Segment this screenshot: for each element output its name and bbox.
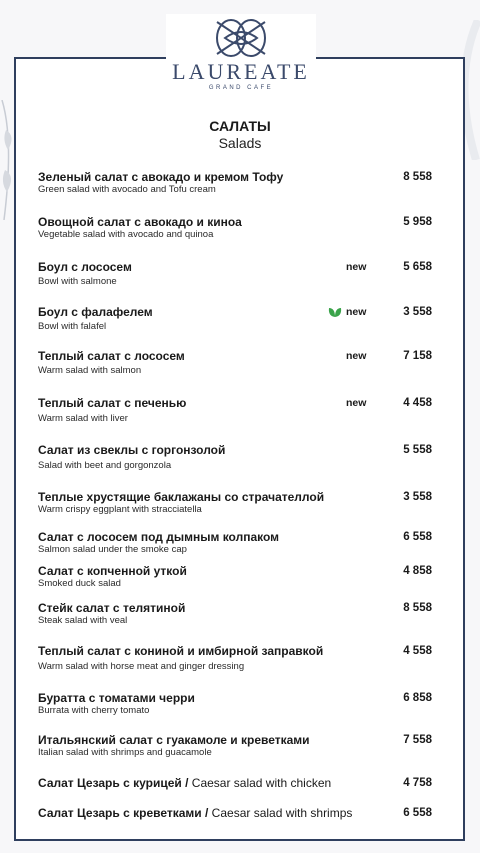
item-price: 8 558 xyxy=(403,171,432,183)
logo-mark-icon xyxy=(209,18,273,58)
item-name: Теплый салат с лососем xyxy=(38,349,185,363)
menu-item xyxy=(38,806,438,820)
item-name-en: Caesar salad with shrimps xyxy=(208,806,353,820)
item-description: Bowl with falafel xyxy=(38,321,107,332)
menu-item xyxy=(38,490,438,516)
item-description: Bowl with salmone xyxy=(38,276,117,287)
logo xyxy=(166,14,316,102)
item-price: 8 558 xyxy=(403,602,432,614)
item-price: 4 858 xyxy=(403,565,432,577)
vegan-leaf-icon xyxy=(328,306,342,318)
item-name-en: Caesar salad with chicken xyxy=(188,776,332,790)
item-price: 5 558 xyxy=(403,444,432,456)
menu-item xyxy=(38,396,438,425)
item-price: 7 558 xyxy=(403,734,432,746)
item-description: Warm crispy eggplant with stracciatella xyxy=(38,504,202,515)
menu-item xyxy=(38,644,438,673)
new-badge: new xyxy=(346,397,367,409)
menu-item xyxy=(38,443,438,472)
item-name: Итальянский салат с гуакамоле и креветками xyxy=(38,733,310,747)
item-name: Зеленый салат с авокадо и кремом Тофу xyxy=(38,170,284,184)
item-name: Салат с лососем под дымным колпаком xyxy=(38,530,280,544)
item-name: Салат из свеклы с горгонзолой xyxy=(38,443,226,457)
menu-item xyxy=(38,305,438,333)
item-name xyxy=(38,806,438,820)
item-price: 6 558 xyxy=(403,531,432,543)
new-badge: new xyxy=(346,350,367,362)
item-price: 6 558 xyxy=(403,807,432,819)
menu-item xyxy=(38,691,438,717)
item-price: 3 558 xyxy=(403,306,432,318)
item-price: 3 558 xyxy=(403,491,432,503)
item-name xyxy=(38,776,438,790)
menu-item xyxy=(38,530,438,556)
item-description: Warm salad with salmon xyxy=(38,365,142,376)
menu-item xyxy=(38,260,438,288)
item-description: Salmon salad under the smoke cap xyxy=(38,544,187,555)
item-name: Теплый салат с кониной и имбирной заправкой xyxy=(38,644,324,658)
menu-item xyxy=(38,564,438,590)
menu-item xyxy=(38,601,438,627)
item-description: Vegetable salad with avocado and quinoa xyxy=(38,229,214,240)
item-description: Warm salad with liver xyxy=(38,413,128,424)
item-name: Буратта с томатами черри xyxy=(38,691,195,705)
item-price: 4 558 xyxy=(403,645,432,657)
item-name-ru: Салат Цезарь с креветками / xyxy=(38,806,209,820)
item-name: Теплые хрустящие баклажаны со страчателлой xyxy=(38,490,325,504)
menu-item xyxy=(38,733,438,759)
item-price: 6 858 xyxy=(403,692,432,704)
item-price: 5 658 xyxy=(403,261,432,273)
item-description: Burrata with cherry tomato xyxy=(38,705,150,716)
brand-name: LAUREATE xyxy=(172,59,310,84)
item-description: Warm salad with horse meat and ginger dressing xyxy=(38,661,245,672)
section-title-ru: САЛАТЫ xyxy=(209,118,271,134)
item-name: Теплый салат с печенью xyxy=(38,396,187,410)
item-description: Salad with beet and gorgonzola xyxy=(38,460,172,471)
menu-item xyxy=(38,170,438,196)
item-price: 4 758 xyxy=(403,777,432,789)
item-name: Овощной салат с авокадо и киноа xyxy=(38,215,242,229)
item-name: Стейк салат с телятиной xyxy=(38,601,186,615)
section-title xyxy=(0,118,480,152)
item-description: Smoked duck salad xyxy=(38,578,121,589)
item-description: Steak salad with veal xyxy=(38,615,128,626)
brand-subtitle: GRAND CAFE xyxy=(208,85,274,91)
item-price: 7 158 xyxy=(403,350,432,362)
new-badge: new xyxy=(346,306,367,318)
item-price: 4 458 xyxy=(403,397,432,409)
menu-item xyxy=(38,776,438,790)
new-badge: new xyxy=(346,261,367,273)
item-name: Боул с фалафелем xyxy=(38,305,153,319)
menu-item xyxy=(38,215,438,241)
item-description: Italian salad with shrimps and guacamole xyxy=(38,747,212,758)
section-title-en: Salads xyxy=(218,135,262,151)
menu-item xyxy=(38,349,438,377)
item-description: Green salad with avocado and Tofu cream xyxy=(38,184,216,195)
item-price: 5 958 xyxy=(403,216,432,228)
item-name: Боул с лососем xyxy=(38,260,132,274)
item-name: Салат с копченной уткой xyxy=(38,564,187,578)
item-name-ru: Салат Цезарь с курицей / xyxy=(38,776,189,790)
